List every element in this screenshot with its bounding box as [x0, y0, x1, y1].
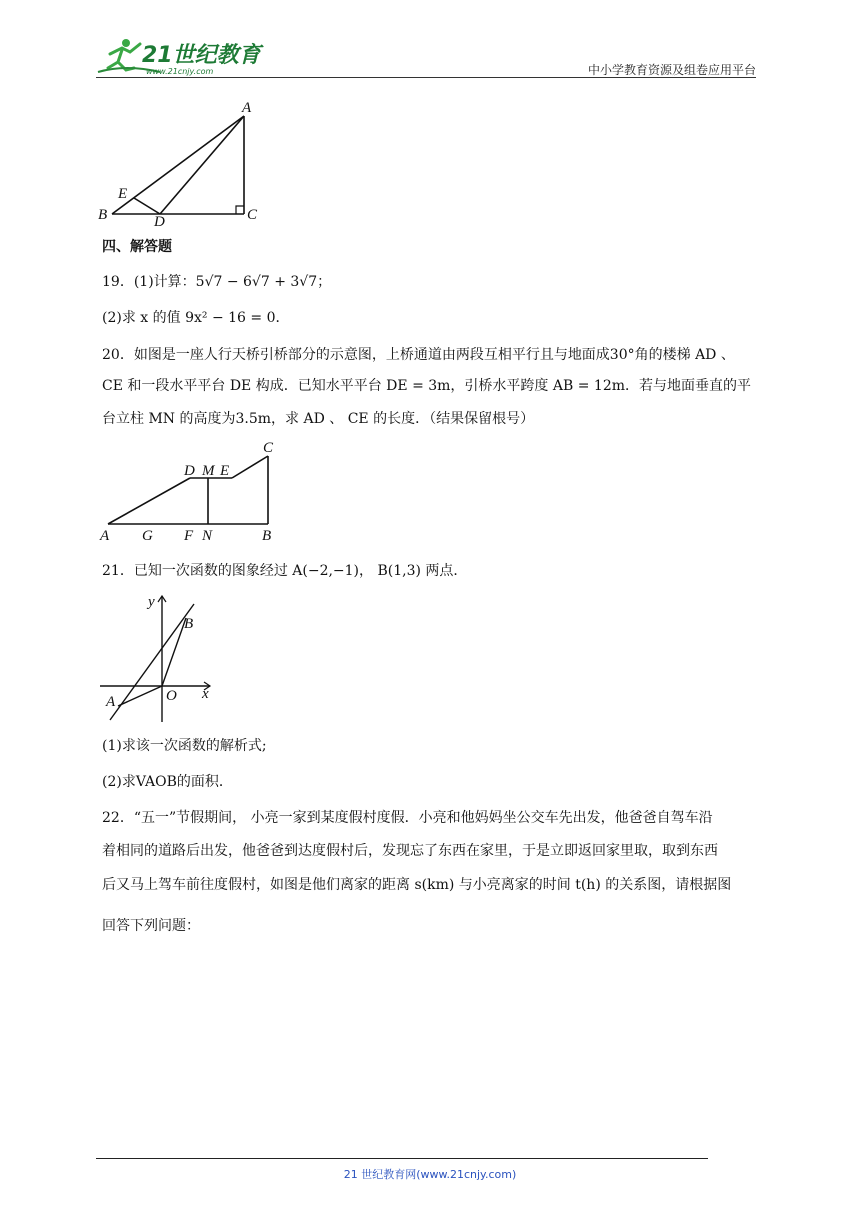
q20-line2: CE 和一段水平平台 DE 构成．已知水平平台 DE = 3m，引桥水平跨度 AB = 12m．若与地面垂直的平	[102, 378, 752, 394]
label-y: y	[148, 594, 155, 610]
header-platform-text: 中小学教育资源及组卷应用平台	[587, 63, 756, 77]
label-e: E	[220, 463, 230, 479]
label-o: O	[166, 688, 177, 704]
footer-divider	[96, 1158, 708, 1159]
q20-line3: 台立柱 MN 的高度为3.5m，求 AD 、 CE 的长度．（结果保留根号）	[102, 411, 535, 427]
q21-part1: (1)求该一次函数的解析式;	[102, 738, 267, 754]
logo-url: www.21cnjy.com	[146, 67, 214, 76]
q22-line3: 后又马上驾车前往度假村，如图是他们离家的距离 s(km) 与小亮离家的时间 t(h) 的关系图，请根据图	[102, 877, 732, 893]
label-b: B	[98, 207, 108, 223]
label-c: C	[247, 207, 258, 223]
q19-number: 19．	[102, 274, 134, 290]
label-e: E	[118, 186, 128, 202]
logo-text: 21世纪教育	[142, 43, 261, 68]
site-logo	[96, 34, 266, 78]
q20-line1: 20．如图是一座人行天桥引桥部分的示意图，上桥通道由两段互相平行且与地面成30°角的楼梯 AD 、	[102, 347, 735, 363]
label-d: D	[184, 463, 195, 479]
label-n: N	[202, 528, 213, 544]
label-d: D	[154, 214, 165, 226]
label-a: A	[106, 694, 116, 710]
q21-part2: (2)求VAOB的面积．	[102, 774, 233, 790]
label-b: B	[262, 528, 272, 544]
label-m: M	[202, 463, 215, 479]
section-title: 四、解答题	[102, 239, 172, 255]
figure-triangle-abc	[96, 98, 266, 230]
q22-line4: 回答下列问题：	[102, 918, 200, 934]
q21-line1: 21．已知一次函数的图象经过 A(−2,−1)， B(1,3) 两点．	[102, 563, 468, 579]
runner-logo-icon	[96, 34, 266, 78]
header-divider	[96, 77, 756, 78]
label-x: x	[202, 686, 209, 702]
label-g: G	[142, 528, 153, 544]
label-f: F	[184, 528, 194, 544]
figure-linear-function	[96, 590, 226, 730]
q22-line2: 着相同的道路后出发，他爸爸到达度假村后，发现忘了东西在家里，于是立即返回家里取，取到东西	[102, 843, 718, 859]
q19-part2: (2)求 x 的值 9x² − 16 = 0．	[102, 310, 290, 326]
footer-link[interactable]: 21 世纪教育网(www.21cnjy.com)	[343, 1168, 517, 1181]
q19-part1-text: (1)计算：5√7 − 6√7 + 3√7；	[133, 274, 332, 290]
figure-bridge	[96, 436, 286, 552]
label-a: A	[242, 100, 252, 116]
label-a: A	[100, 528, 110, 544]
label-c: C	[263, 440, 274, 456]
q22-line1: 22．“五一”节假期间， 小亮一家到某度假村度假．小亮和他妈妈坐公交车先出发，他爸爸自驾车沿	[102, 810, 713, 826]
q19-part1	[102, 272, 331, 292]
label-b: B	[184, 616, 194, 632]
